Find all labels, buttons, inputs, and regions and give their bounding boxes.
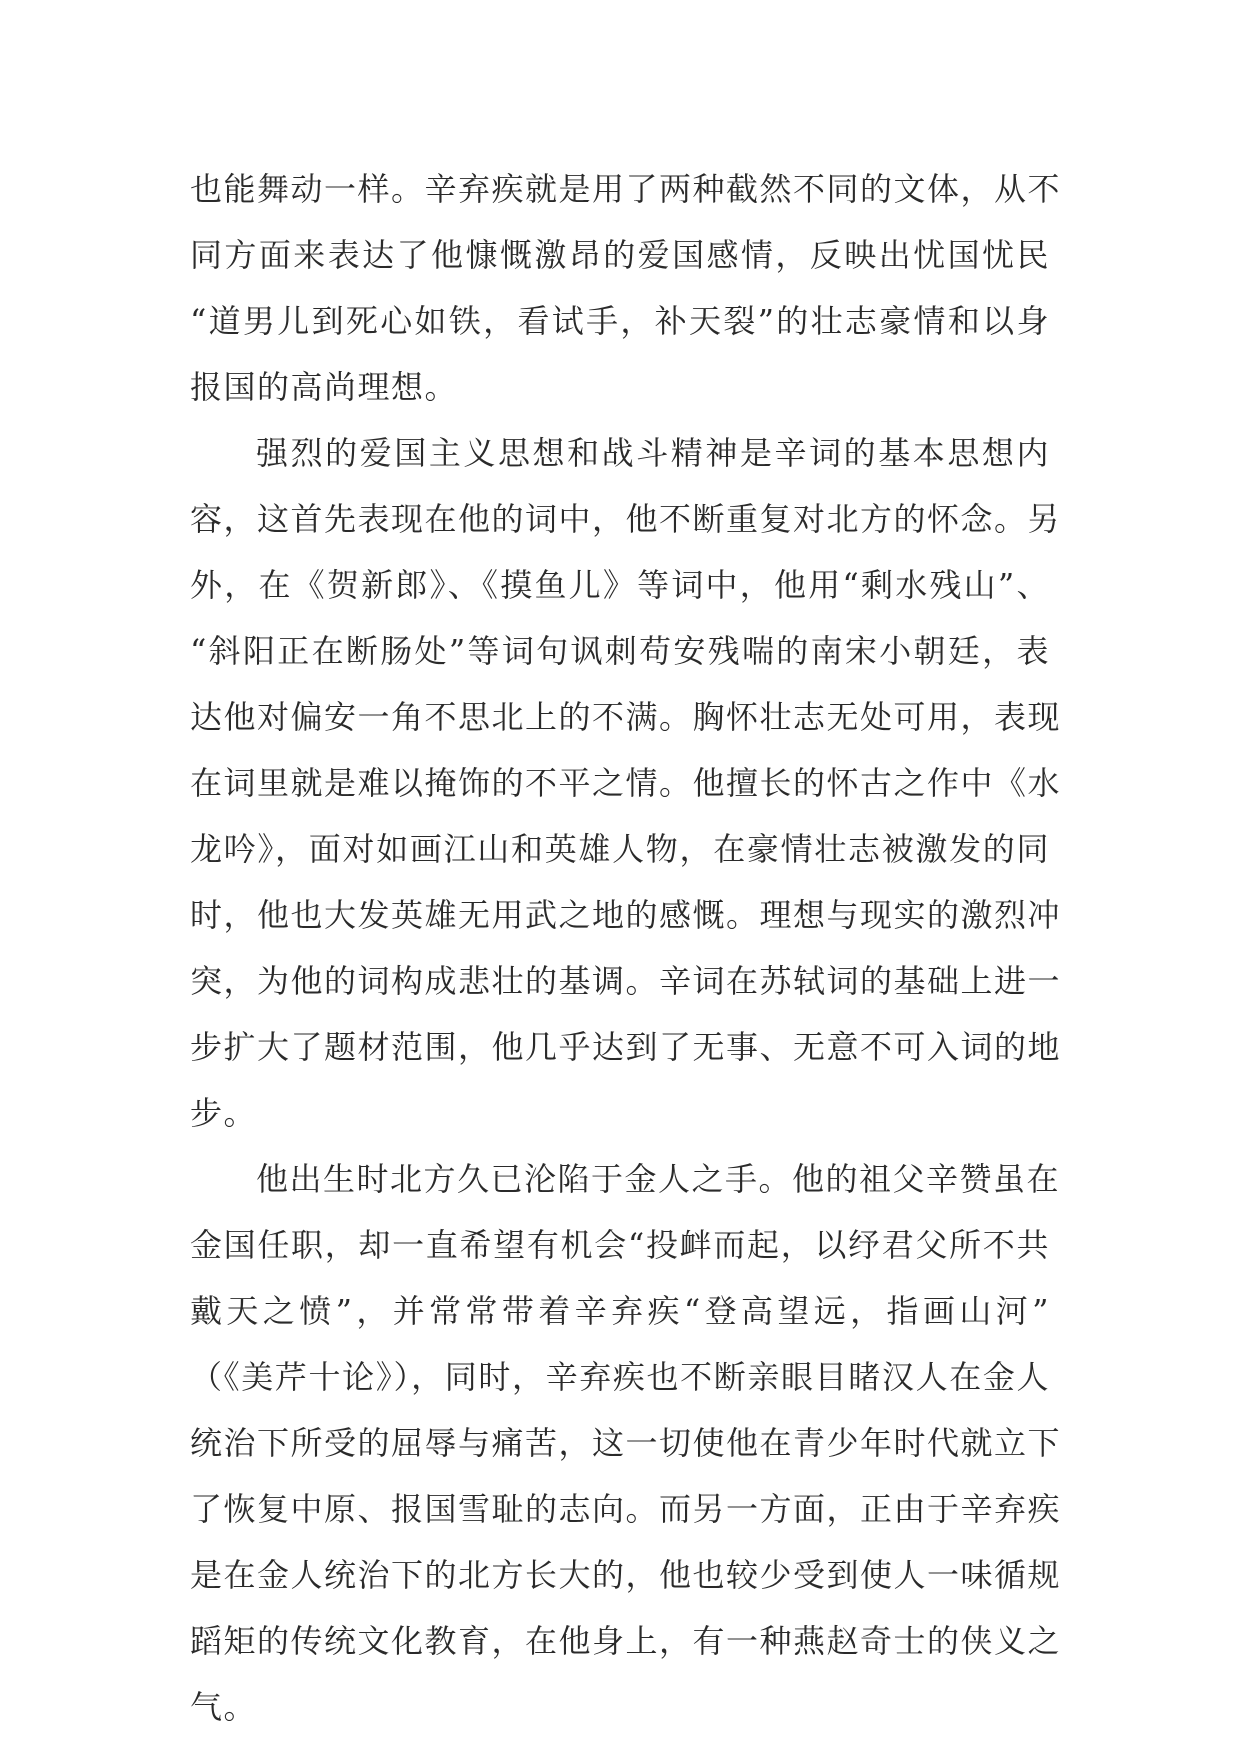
paragraph-1 [190,156,1062,420]
text-line: 也能舞动一样。辛弃疾就是用了两种截然不同的文体，从不 [190,170,1062,208]
text-line: “道男儿到死心如铁，看试手，补天裂”的壮志豪情和以身 [190,302,1050,340]
text-line: 外，在《贺新郎》、《摸鱼儿》等词中，他用“剩水残山”、 [190,566,1050,604]
text-line: 戴天之愤”，并常常带着辛弃疾“登高望远，指画山河” [190,1292,1050,1330]
text-line: 时，他也大发英雄无用武之地的感慨。理想与现实的激烈冲 [190,896,1062,934]
text-line: 报国的高尚理想。 [190,368,459,406]
text-line: 金国任职，却一直希望有机会“投衅而起，以纾君父所不共 [190,1226,1050,1264]
text-line: “斜阳正在断肠处”等词句讽刺苟安残喘的南宋小朝廷，表 [190,632,1050,670]
text-line: 龙吟》，面对如画江山和英雄人物，在豪情壮志被激发的同 [190,830,1050,868]
text-line: 在词里就是难以掩饰的不平之情。他擅长的怀古之作中《水 [190,764,1062,802]
text-line: 他出生时北方久已沦陷于金人之手。他的祖父辛赞虽在 [256,1160,1061,1198]
text-line: 突，为他的词构成悲壮的基调。辛词在苏轼词的基础上进一 [190,962,1062,1000]
text-line: 统治下所受的屈辱与痛苦，这一切使他在青少年时代就立下 [190,1424,1062,1462]
paragraph-3 [190,1146,1062,1740]
text-line: 步。 [190,1094,258,1132]
text-line: 达他对偏安一角不思北上的不满。胸怀壮志无处可用，表现 [190,698,1062,736]
document-body [190,156,1062,1740]
text-line: 容，这首先表现在他的词中，他不断重复对北方的怀念。另 [190,500,1062,538]
text-line: 强烈的爱国主义思想和战斗精神是辛词的基本思想内 [256,434,1050,472]
text-line: 步扩大了题材范围，他几乎达到了无事、无意不可入词的地 [190,1028,1062,1066]
paragraph-2 [190,420,1062,1146]
text-line: （《美芹十论》），同时，辛弃疾也不断亲眼目睹汉人在金人 [190,1358,1050,1396]
text-line: 同方面来表达了他慷慨激昂的爱国感情，反映出忧国忧民 [190,236,1050,274]
text-line: 是在金人统治下的北方长大的，他也较少受到使人一味循规 [190,1556,1062,1594]
text-line: 蹈矩的传统文化教育，在他身上，有一种燕赵奇士的侠义之 [190,1622,1062,1660]
text-line: 了恢复中原、报国雪耻的志向。而另一方面，正由于辛弃疾 [190,1490,1062,1528]
text-line: 气。 [190,1688,258,1726]
